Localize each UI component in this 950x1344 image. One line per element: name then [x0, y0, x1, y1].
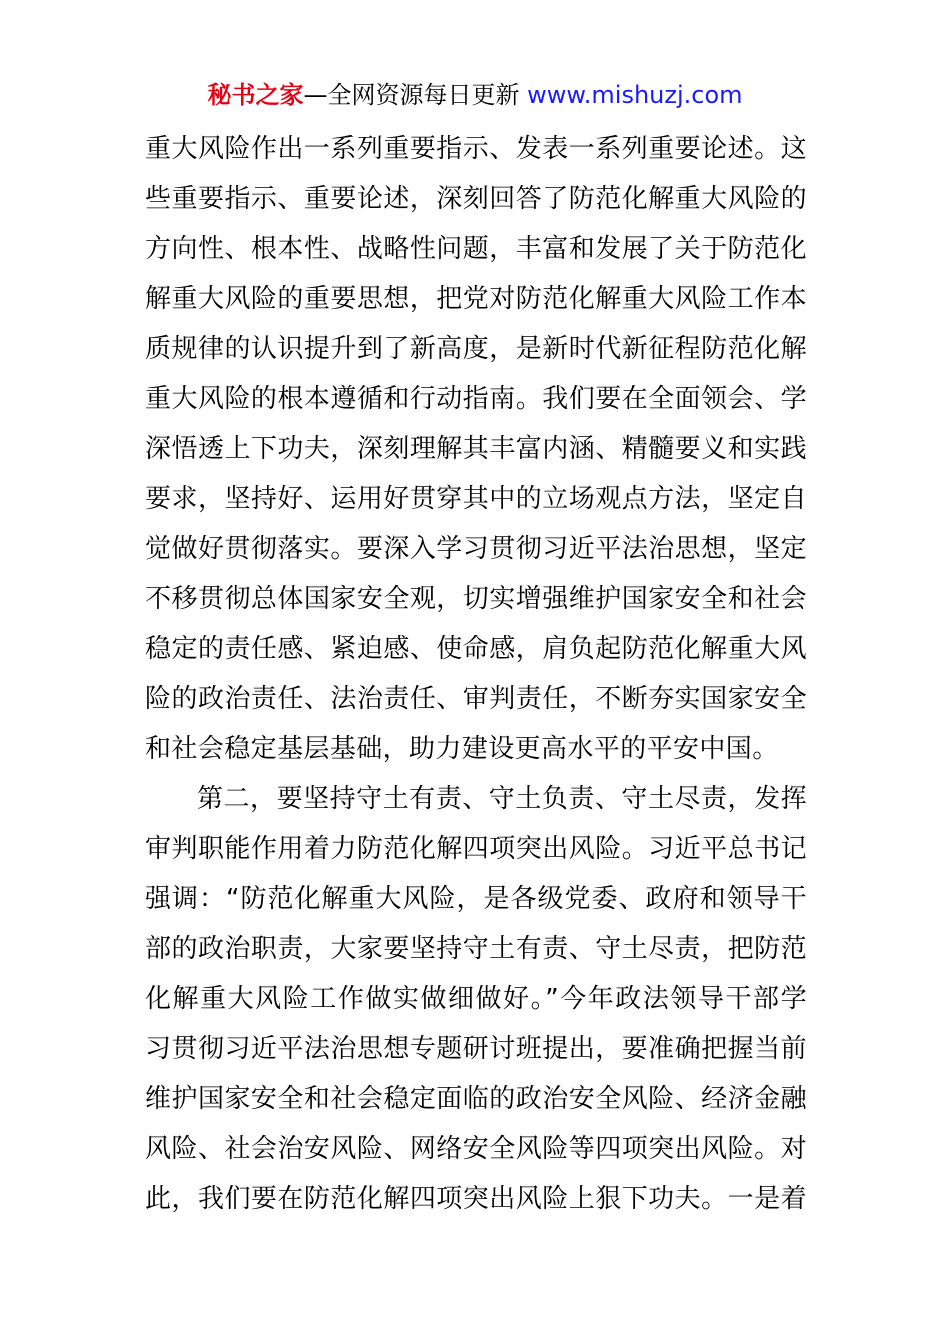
text-line: 些重要指示、重要论述，深刻回答了防范化解重大风险的 — [145, 184, 807, 214]
text-line: 觉做好贯彻落实。要深入学习贯彻习近平法治思想，坚定 — [145, 534, 807, 564]
text-line: 维护国家安全和社会稳定面临的政治安全风险、经济金融 — [145, 1084, 807, 1114]
text-line: 重大风险的根本遵循和行动指南。我们要在全面领会、学 — [145, 384, 807, 414]
text-line: 稳定的责任感、紧迫感、使命感，肩负起防范化解重大风 — [145, 634, 807, 664]
site-url[interactable]: www.mishuzj.com — [527, 81, 743, 109]
site-brand: 秘书之家 — [207, 81, 304, 109]
text-line: 审判职能作用着力防范化解四项突出风险。习近平总书记 — [145, 834, 807, 864]
text-line: 化解重大风险工作做实做细做好。”今年政法领导干部学 — [145, 984, 807, 1014]
text-line: 此，我们要在防范化解四项突出风险上狠下功夫。一是着 — [145, 1184, 807, 1214]
text-line: 不移贯彻总体国家安全观，切实增强维护国家安全和社会 — [145, 584, 807, 614]
text-line: 质规律的认识提升到了新高度，是新时代新征程防范化解 — [145, 334, 807, 364]
text-line: 要求，坚持好、运用好贯穿其中的立场观点方法，坚定自 — [145, 484, 807, 514]
text-line: 习贯彻习近平法治思想专题研讨班提出，要准确把握当前 — [145, 1034, 807, 1064]
text-line: 险的政治责任、法治责任、审判责任，不断夯实国家安全 — [145, 684, 807, 714]
text-line: 风险、社会治安风险、网络安全风险等四项突出风险。对 — [145, 1134, 807, 1164]
text-line: 和社会稳定基层基础，助力建设更高水平的平安中国。 — [145, 734, 779, 764]
text-line: 深悟透上下功夫，深刻理解其丰富内涵、精髓要义和实践 — [145, 434, 807, 464]
text-line: 方向性、根本性、战略性问题，丰富和发展了关于防范化 — [145, 234, 807, 264]
text-line: 解重大风险的重要思想，把党对防范化解重大风险工作本 — [145, 284, 807, 314]
text-line: 部的政治职责，大家要坚持守土有责、守土尽责，把防范 — [145, 934, 807, 964]
text-line: 强调：“防范化解重大风险，是各级党委、政府和领导干 — [145, 884, 807, 914]
paragraph-start-line: 第二，要坚持守土有责、守土负责、守土尽责，发挥 — [197, 784, 807, 814]
site-tagline: —全网资源每日更新 — [303, 81, 520, 109]
text-line: 重大风险作出一系列重要指示、发表一系列重要论述。这 — [145, 134, 807, 164]
site-header — [0, 80, 950, 110]
